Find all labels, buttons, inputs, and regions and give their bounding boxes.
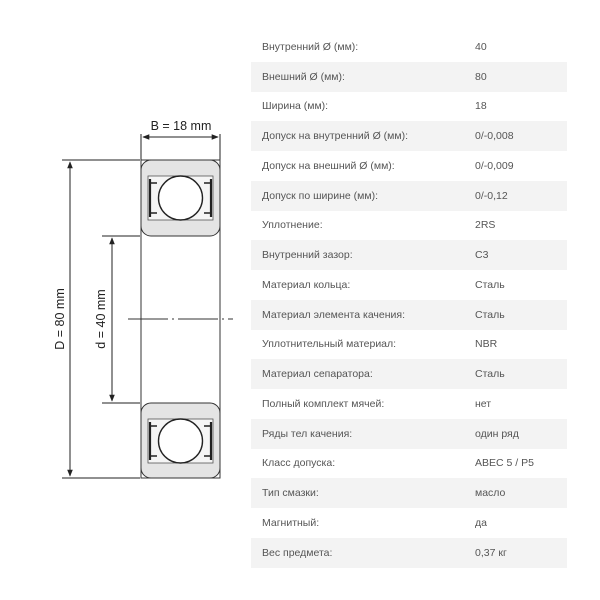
- spec-label: Тип смазки:: [262, 487, 319, 500]
- spec-row-seal: [251, 211, 567, 241]
- spec-label: Материал элемента качения:: [262, 308, 406, 321]
- spec-row-tolerance-class: [251, 449, 567, 479]
- bearing-section-top: [141, 160, 220, 236]
- specifications-table: [251, 32, 567, 568]
- spec-value: Сталь: [475, 308, 505, 321]
- spec-value: Сталь: [475, 368, 505, 381]
- spec-label: Ряды тел качения:: [262, 427, 353, 440]
- spec-row-rows: [251, 419, 567, 449]
- spec-label: Магнитный:: [262, 516, 320, 529]
- spec-row-rolling-element-material: [251, 300, 567, 330]
- spec-label: Допуск на внутренний Ø (мм):: [262, 130, 408, 143]
- spec-label: Материал кольца:: [262, 278, 351, 291]
- bearing-section-bottom: [141, 403, 220, 478]
- inner-diameter-label: d = 40 mm: [94, 289, 108, 349]
- spec-row-ring-material: [251, 270, 567, 300]
- spec-value: 0/-0,12: [475, 189, 508, 202]
- spec-value: да: [475, 516, 487, 529]
- spec-row-outer-tolerance: [251, 151, 567, 181]
- spec-value: C3: [475, 249, 489, 262]
- spec-label: Допуск на внешний Ø (мм):: [262, 159, 395, 172]
- spec-row-width: [251, 92, 567, 122]
- spec-label: Класс допуска:: [262, 457, 336, 470]
- spec-value: NBR: [475, 338, 498, 351]
- spec-value: 0,37 кг: [475, 546, 507, 559]
- spec-row-inner-diameter: [251, 32, 567, 62]
- spec-row-inner-tolerance: [251, 121, 567, 151]
- spec-label: Вес предмета:: [262, 546, 333, 559]
- spec-row-full-complement: [251, 389, 567, 419]
- spec-value: 18: [475, 100, 487, 113]
- ball-icon: [159, 176, 203, 220]
- spec-value: 2RS: [475, 219, 496, 232]
- spec-row-magnetic: [251, 508, 567, 538]
- spec-value: 80: [475, 70, 487, 83]
- width-dimension-label: B = 18 mm: [150, 119, 212, 133]
- spec-row-internal-clearance: [251, 240, 567, 270]
- spec-label: Ширина (мм):: [262, 100, 329, 113]
- spec-value: 0/-0,008: [475, 130, 514, 143]
- spec-label: Уплотнительный материал:: [262, 338, 397, 351]
- width-dimension: [141, 119, 220, 160]
- spec-value: 0/-0,009: [475, 159, 514, 172]
- spec-label: Материал сепаратора:: [262, 368, 373, 381]
- spec-row-cage-material: [251, 359, 567, 389]
- spec-label: Внешний Ø (мм):: [262, 70, 345, 83]
- spec-value: 40: [475, 40, 487, 53]
- spec-label: Полный комплект мячей:: [262, 397, 385, 410]
- spec-row-outer-diameter: [251, 62, 567, 92]
- spec-label: Внутренний зазор:: [262, 249, 353, 262]
- spec-value: ABEC 5 / P5: [475, 457, 534, 470]
- spec-row-lubrication: [251, 478, 567, 508]
- spec-row-width-tolerance: [251, 181, 567, 211]
- spec-value: один ряд: [475, 427, 519, 440]
- spec-value: нет: [475, 397, 492, 410]
- spec-label: Допуск по ширине (мм):: [262, 189, 378, 202]
- bearing-cross-section-drawing: [0, 0, 250, 600]
- spec-row-weight: [251, 538, 567, 568]
- outer-diameter-label: D = 80 mm: [53, 288, 67, 350]
- spec-label: Внутренний Ø (мм):: [262, 40, 359, 53]
- spec-value: масло: [475, 487, 506, 500]
- spec-row-seal-material: [251, 330, 567, 360]
- spec-label: Уплотнение:: [262, 219, 323, 232]
- ball-icon: [159, 419, 203, 463]
- spec-value: Сталь: [475, 278, 505, 291]
